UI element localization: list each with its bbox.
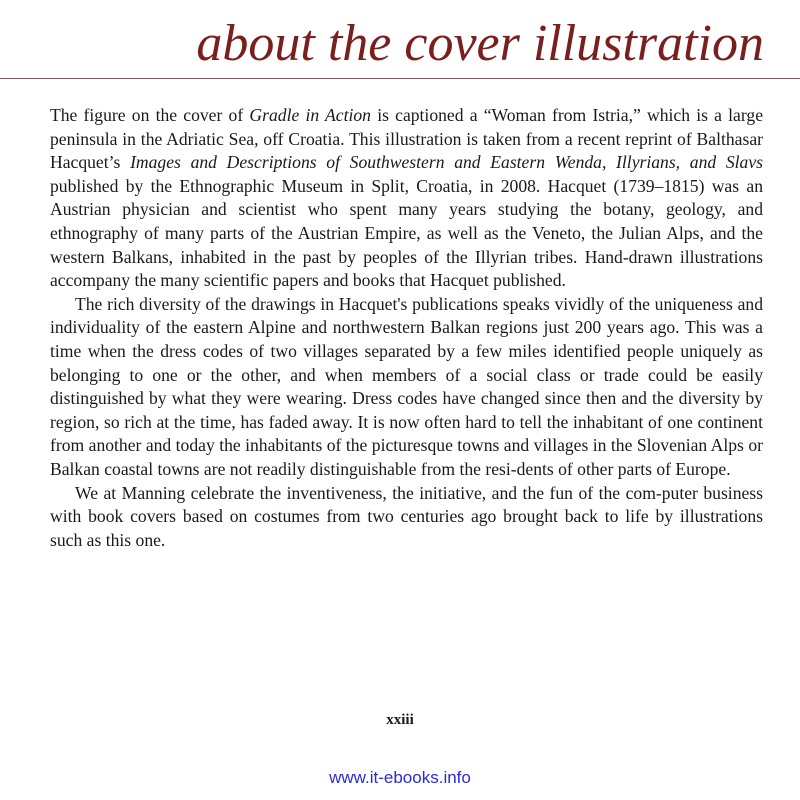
source-title: Images and Descriptions of Southwestern and Eastern Wenda, Illyrians, and Slavs	[130, 152, 764, 173]
paragraph-1	[50, 104, 763, 293]
book-title: Gradle in Action	[249, 105, 371, 125]
text-run: is captioned a “Woman from Istria,” which is a large peninsula in the Adriatic Sea, off Croatia. This illustration is taken from a recent reprint of Balthasar Hacquet’s	[50, 105, 764, 173]
paragraph-3	[50, 482, 763, 553]
text-run: We at Manning celebrate the inventiveness, the initiative, and the fun of the com-puter business with book covers based on costumes from two centuries ago brought back to life by illustrations such as this one.	[50, 482, 763, 550]
website-link[interactable]: www.it-ebooks.info	[329, 768, 471, 787]
page-title: about the cover illustration	[196, 15, 764, 72]
text-run: The figure on the cover of	[50, 105, 250, 125]
text-run: The rich diversity of the drawings in Hacquet's publications speaks vividly of the uniqueness and individuality of the eastern Alpine and northwestern Balkan regions just 200 years ago. This was a time when the dress codes of two villages separated by a few miles identified people uniquely as belonging to one or the other, and when members of a social class or trade could be easily distinguished by what they were wearing. Dress codes have changed since then and the diversity by region, so rich at the time, has faded away. It is now often hard to tell the inhabitant of one continent from another and today the inhabitants of the picturesque towns and villages in the Slovenian Alps or Balkan coastal towns are not readily distinguishable from the resi-dents of other parts of Europe.	[50, 293, 763, 479]
body-text	[50, 104, 763, 552]
page-number: xxiii	[386, 712, 414, 728]
text-run: published by the Ethnographic Museum in Split, Croatia, in 2008. Hacquet (1739–1815) was an Austrian physician and scientist who spent many years studying the botany, geology, and ethnography of many parts of the Austrian Empire, as well as the Veneto, the Julian Alps, and the western Balkans, inhabited in the past by peoples of the Illyrian tribes. Hand-drawn illustrations accompany the many scientific papers and books that Hacquet published.	[50, 175, 763, 291]
paragraph-2	[50, 293, 763, 482]
title-rule	[0, 78, 800, 79]
